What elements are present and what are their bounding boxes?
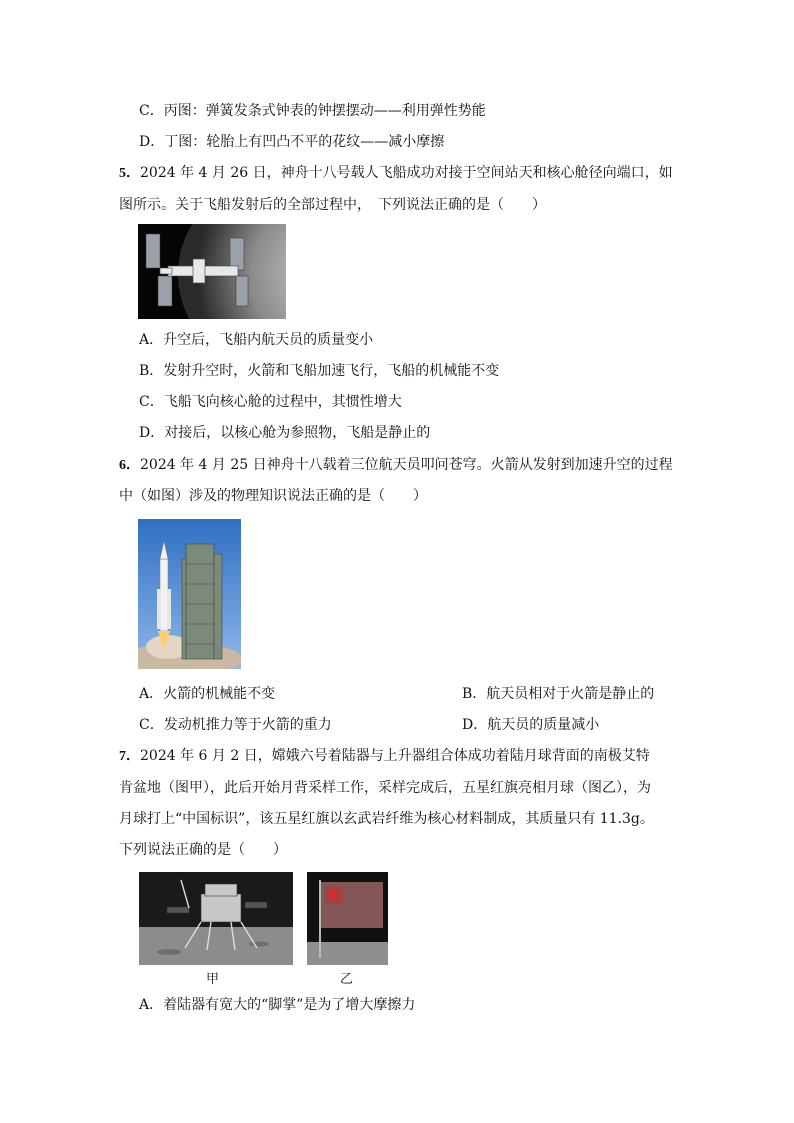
question-text: 2024 年 4 月 26 日，神舟十八号载人飞船成功对接于空间站天和核心舱径向端口，如 — [140, 165, 673, 181]
lunar-lander-image — [139, 872, 293, 965]
question-5-line-1 — [119, 163, 673, 184]
question-number: 6． — [119, 458, 140, 473]
option-d-prev: D．丁图：轮胎上有凹凸不平的花纹——减小摩擦 — [139, 134, 445, 150]
question-6-line-2: 中（如图）涉及的物理知识说法正确的是（ ） — [119, 488, 427, 504]
q5-option-d: D．对接后，以核心舱为参照物，飞船是静止的 — [139, 425, 431, 441]
q6-option-a: A．火箭的机械能不变 — [139, 686, 276, 702]
question-7-line-1 — [119, 746, 650, 767]
space-station-image — [138, 224, 286, 319]
question-7-line-4: 下列说法正确的是（ ） — [119, 842, 287, 858]
q6-option-c: C．发动机推力等于火箭的重力 — [139, 717, 332, 733]
caption-yi: 乙 — [340, 972, 354, 987]
option-c-prev: C．丙图：弹簧发条式钟表的钟摆摆动——利用弹性势能 — [139, 103, 486, 119]
question-text: 2024 年 4 月 25 日神舟十八载着三位航天员叩问苍穹。火箭从发射到加速升空的过程 — [140, 457, 673, 473]
q6-option-d: D．航天员的质量减小 — [462, 717, 600, 733]
q5-option-a: A．升空后，飞船内航天员的质量变小 — [139, 332, 374, 348]
caption-jia: 甲 — [206, 972, 220, 987]
question-5-line-2: 图所示。关于飞船发射后的全部过程中， 下列说法正确的是（ ） — [119, 197, 546, 213]
question-number: 7． — [119, 749, 140, 764]
question-7-line-2: 肯盆地（图甲），此后开始月背采样工作，采样完成后，五星红旗亮相月球（图乙），为 — [119, 780, 651, 796]
q6-option-b: B．航天员相对于火箭是静止的 — [462, 686, 655, 702]
question-6-line-1 — [119, 455, 673, 476]
flag-on-moon-image — [307, 872, 388, 965]
question-number: 5． — [119, 166, 140, 181]
q7-option-a: A．着陆器有宽大的“脚掌”是为了增大摩擦力 — [139, 997, 416, 1013]
q5-option-b: B．发射升空时，火箭和飞船加速飞行，飞船的机械能不变 — [139, 363, 500, 379]
rocket-launch-image — [138, 519, 241, 669]
question-text: 2024 年 6 月 2 日，嫦娥六号着陆器与上升器组合体成功着陆月球背面的南极艾特 — [140, 748, 650, 764]
q5-option-c: C．飞船飞向核心舱的过程中，其惯性增大 — [139, 394, 402, 410]
question-7-line-3: 月球打上“中国标识”，该五星红旗以玄武岩纤维为核心材料制成，其质量只有 11.3g。 — [119, 811, 654, 827]
